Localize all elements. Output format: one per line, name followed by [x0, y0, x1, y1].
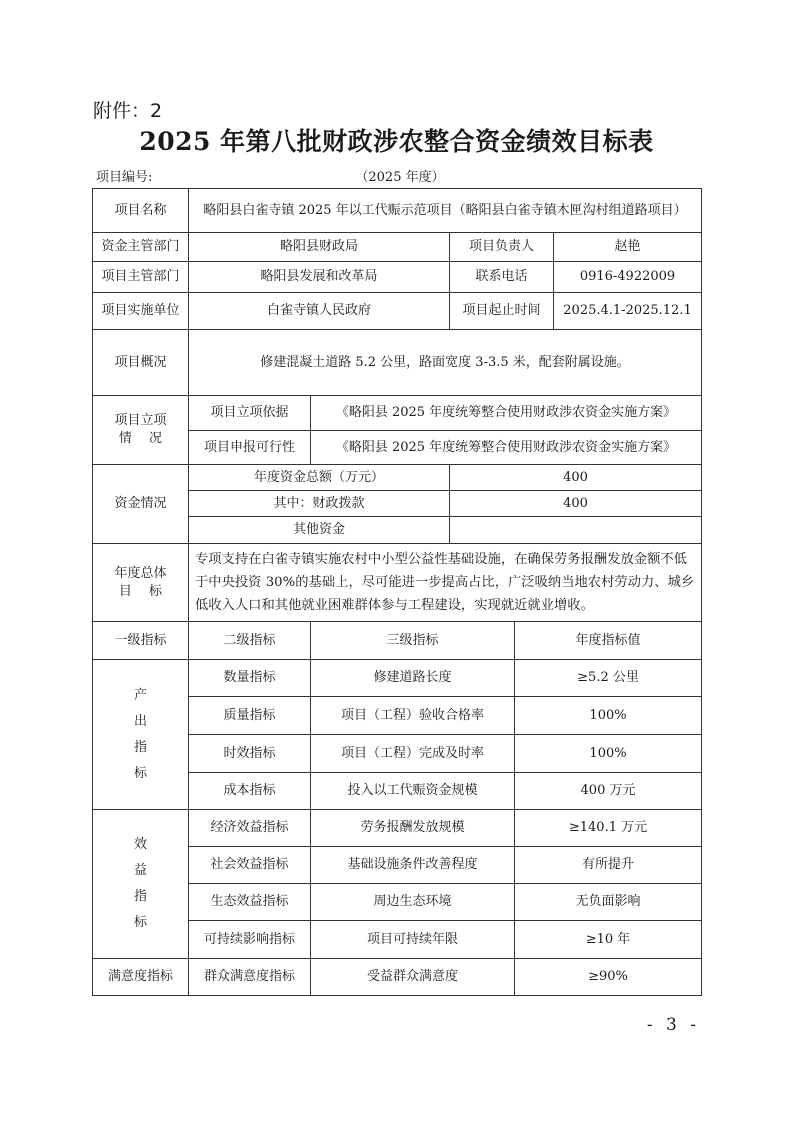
leader-value: 赵艳	[554, 233, 702, 262]
fund-total-value: 400	[450, 465, 702, 491]
value-cell: 有所提升	[515, 847, 702, 884]
impl-unit-label: 项目实施单位	[93, 293, 189, 330]
approval-feasibility-label: 项目申报可行性	[189, 431, 311, 465]
fund-fiscal-value: 400	[450, 491, 702, 517]
overview-label: 项目概况	[93, 330, 189, 396]
value-cell: ≥10 年	[515, 921, 702, 959]
page-number: - 3 -	[646, 1015, 700, 1035]
level2-cell: 质量指标	[189, 697, 311, 735]
table-row	[93, 810, 702, 847]
output-label-char: 指	[133, 739, 147, 755]
header-level3: 三级指标	[311, 622, 515, 660]
funds-label: 资金情况	[93, 465, 189, 544]
level3-cell: 劳务报酬发放规模	[311, 810, 515, 847]
level3-cell: 项目可持续年限	[311, 921, 515, 959]
project-dept-label: 项目主管部门	[93, 262, 189, 293]
value-cell: ≥140.1 万元	[515, 810, 702, 847]
leader-label: 项目负责人	[450, 233, 554, 262]
annual-goal-label-line1: 年度总体	[114, 565, 167, 581]
attachment-label: 附件：2	[93, 100, 163, 122]
phone-label: 联系电话	[450, 262, 554, 293]
year-label: （2025 年度）	[355, 170, 445, 185]
row-project-dept	[93, 262, 702, 293]
level2-cell: 可持续影响指标	[189, 921, 311, 959]
benefit-label-char: 效	[133, 837, 147, 852]
benefit-label-char: 益	[133, 863, 147, 878]
approval-basis-value: 《略阳县 2025 年度统筹整合使用财政涉农资金实施方案》	[311, 396, 702, 431]
row-project-name	[93, 189, 702, 233]
performance-target-table	[92, 188, 702, 996]
impl-unit-value: 白雀寺镇人民政府	[189, 293, 450, 330]
row-fund-total	[93, 465, 702, 491]
fund-dept-value: 略阳县财政局	[189, 233, 450, 262]
level2-cell: 时效指标	[189, 735, 311, 773]
level3-cell: 受益群众满意度	[311, 959, 515, 996]
table-row	[93, 959, 702, 996]
header-level2: 二级指标	[189, 622, 311, 660]
project-number-label: 项目编号:	[96, 170, 153, 185]
value-cell: 100%	[515, 697, 702, 735]
fund-fiscal-label: 其中：财政拨款	[189, 491, 450, 517]
value-cell: 无负面影响	[515, 884, 702, 921]
benefit-label-char: 标	[133, 915, 147, 930]
fund-other-label: 其他资金	[189, 517, 450, 544]
level2-cell: 成本指标	[189, 773, 311, 810]
approval-label-line1: 项目立项	[114, 413, 167, 429]
overview-value: 修建混凝土道路 5.2 公里，路面宽度 3-3.5 米，配套附属设施。	[189, 330, 702, 396]
value-cell: ≥90%	[515, 959, 702, 996]
level3-cell: 项目（工程）验收合格率	[311, 697, 515, 735]
row-impl-unit	[93, 293, 702, 330]
header-level1: 一级指标	[93, 622, 189, 660]
row-approval-basis	[93, 396, 702, 431]
annual-goal-label-line2: 目 标	[118, 583, 163, 599]
level3-cell: 周边生态环境	[311, 884, 515, 921]
fund-total-label: 年度资金总额（万元）	[189, 465, 450, 491]
fund-other-value	[450, 517, 702, 544]
indicator-header-row	[93, 622, 702, 660]
level2-cell: 经济效益指标	[189, 810, 311, 847]
level2-cell: 社会效益指标	[189, 847, 311, 884]
satisfaction-group-label: 满意度指标	[93, 959, 189, 996]
annual-goal-value: 专项支持在白雀寺镇实施农村中小型公益性基础设施，在确保劳务报酬发放金额不低于中央投资 30%的基础上，尽可能进一步提高占比，广泛吸纳当地农村劳动力、城乡低收入人口和其他就业困难群体参与工程建设，实现就近就业增收。	[189, 544, 702, 622]
output-label-char: 标	[133, 765, 147, 781]
row-annual-goal	[93, 544, 702, 622]
value-cell: ≥5.2 公里	[515, 660, 702, 697]
project-dept-value: 略阳县发展和改革局	[189, 262, 450, 293]
approval-feasibility-value: 《略阳县 2025 年度统筹整合使用财政涉农资金实施方案》	[311, 431, 702, 465]
approval-label-line2: 情 况	[118, 431, 163, 446]
period-label: 项目起止时间	[450, 293, 554, 330]
row-overview	[93, 330, 702, 396]
phone-value: 0916-4922009	[554, 262, 702, 293]
project-name-label: 项目名称	[93, 189, 189, 233]
header-annual-value: 年度指标值	[515, 622, 702, 660]
level3-cell: 投入以工代赈资金规模	[311, 773, 515, 810]
annual-goal-label	[93, 544, 189, 622]
period-value: 2025.4.1-2025.12.1	[554, 293, 702, 330]
benefit-label-char: 指	[133, 889, 147, 904]
approval-label	[93, 396, 189, 465]
level3-cell: 修建道路长度	[311, 660, 515, 697]
page-title: 2025 年第八批财政涉农整合资金绩效目标表	[139, 127, 654, 156]
project-name-value: 略阳县白雀寺镇 2025 年以工代赈示范项目（略阳县白雀寺镇木匣沟村组道路项目）	[189, 189, 702, 233]
table-row	[93, 660, 702, 697]
value-cell: 100%	[515, 735, 702, 773]
fund-dept-label: 资金主管部门	[93, 233, 189, 262]
row-fund-dept	[93, 233, 702, 262]
output-label-char: 出	[133, 713, 147, 729]
level3-cell: 基础设施条件改善程度	[311, 847, 515, 884]
level2-cell: 数量指标	[189, 660, 311, 697]
level2-cell: 生态效益指标	[189, 884, 311, 921]
output-label-char: 产	[133, 687, 147, 703]
approval-basis-label: 项目立项依据	[189, 396, 311, 431]
level3-cell: 项目（工程）完成及时率	[311, 735, 515, 773]
benefit-group-label	[93, 810, 189, 959]
level2-cell: 群众满意度指标	[189, 959, 311, 996]
output-group-label	[93, 660, 189, 810]
value-cell: 400 万元	[515, 773, 702, 810]
